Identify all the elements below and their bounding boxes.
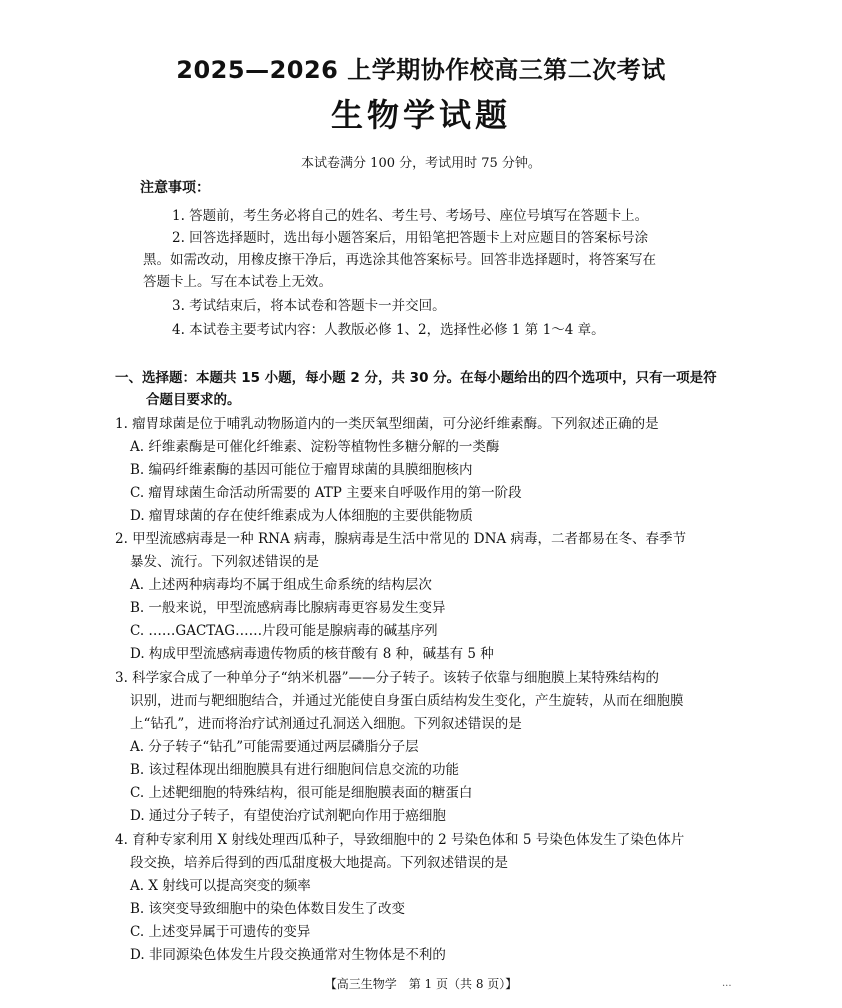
notice-line: 4. 本试卷主要考试内容：人教版必修 1、2，选择性必修 1 第 1～4 章。	[172, 322, 605, 338]
exam-subtitle: 本试卷满分 100 分，考试用时 75 分钟。	[301, 156, 541, 171]
question-2-stem: 2. 甲型流感病毒是一种 RNA 病毒，腺病毒是生活中常见的 DNA 病毒，二者都易在冬、春季节	[115, 531, 686, 547]
question-3-stem-cont: 上“钻孔”，进而将治疗试剂通过孔洞送入细胞。下列叙述错误的是	[130, 716, 522, 732]
question-3-stem-cont: 识别，进而与靶细胞结合，并通过光能使自身蛋白质结构发生变化，产生旋转，从而在细胞膜	[130, 693, 684, 709]
question-3-option-a: A. 分子转子“钻孔”可能需要通过两层磷脂分子层	[130, 739, 419, 755]
question-3-option-c: C. 上述靶细胞的特殊结构，很可能是细胞膜表面的糖蛋白	[130, 785, 473, 801]
question-1-option-a: A. 纤维素酶是可催化纤维素、淀粉等植物性多糖分解的一类酶	[130, 439, 500, 455]
notice-line: 2. 回答选择题时，选出每小题答案后，用铅笔把答题卡上对应题目的答案标号涂	[172, 230, 649, 246]
section-heading-cont: 合题目要求的。	[146, 392, 241, 408]
question-1-option-b: B. 编码纤维素酶的基因可能位于瘤胃球菌的具膜细胞核内	[130, 462, 473, 478]
question-2-stem-cont: 暴发、流行。下列叙述错误的是	[130, 554, 319, 570]
question-4-option-a: A. X 射线可以提高突变的频率	[130, 878, 311, 894]
question-4-option-c: C. 上述变异属于可遗传的变异	[130, 924, 311, 940]
question-2-option-b: B. 一般来说，甲型流感病毒比腺病毒更容易发生变异	[130, 600, 446, 616]
notice-line: 1. 答题前，考生务必将自己的姓名、考生号、考场号、座位号填写在答题卡上。	[172, 208, 649, 224]
question-4-option-d: D. 非同源染色体发生片段交换通常对生物体是不利的	[130, 947, 446, 963]
question-1-option-c: C. 瘤胃球菌生命活动所需要的 ATP 主要来自呼吸作用的第一阶段	[130, 485, 522, 501]
subject-title: 生物学试题	[330, 96, 511, 134]
question-3-option-b: B. 该过程体现出细胞膜具有进行细胞间信息交流的功能	[130, 762, 460, 778]
notice-line: 答题卡上。写在本试卷上无效。	[143, 274, 332, 290]
question-4-option-b: B. 该突变导致细胞中的染色体数目发生了改变	[130, 901, 406, 917]
question-1-stem: 1. 瘤胃球菌是位于哺乳动物肠道内的一类厌氧型细菌，可分泌纤维素酶。下列叙述正确的是	[115, 416, 659, 432]
notice-heading: 注意事项：	[140, 180, 210, 196]
corner-mark: ...	[722, 978, 732, 989]
question-4-stem-cont: 段交换，培养后得到的西瓜甜度极大地提高。下列叙述错误的是	[130, 855, 508, 871]
question-3-option-d: D. 通过分子转子，有望使治疗试剂靶向作用于癌细胞	[130, 808, 446, 824]
question-3-stem: 3. 科学家合成了一种单分子“纳米机器”——分子转子。该转子依靠与细胞膜上某特殊结构的	[115, 670, 659, 686]
question-1-option-d: D. 瘤胃球菌的存在使纤维素成为人体细胞的主要供能物质	[130, 508, 473, 524]
question-2-option-c: C. ……GACTAG……片段可能是腺病毒的碱基序列	[130, 623, 438, 639]
question-2-option-a: A. 上述两种病毒均不属于组成生命系统的结构层次	[130, 577, 432, 593]
notice-line: 3. 考试结束后，将本试卷和答题卡一并交回。	[172, 298, 446, 314]
page-footer: 【高三生物学 第 1 页（共 8 页）】	[324, 977, 518, 991]
notice-line: 黑。如需改动，用橡皮擦干净后，再选涂其他答案标号。回答非选择题时，将答案写在	[143, 252, 656, 268]
exam-title: 2025—2026 上学期协作校高三第二次考试	[176, 56, 666, 84]
question-4-stem: 4. 育种专家利用 X 射线处理西瓜种子，导致细胞中的 2 号染色体和 5 号染色体发生了染色体片	[115, 832, 685, 848]
section-heading: 一、选择题：本题共 15 小题，每小题 2 分，共 30 分。在每小题给出的四个选项中，只有一项是符	[115, 370, 717, 386]
question-2-option-d: D. 构成甲型流感病毒遗传物质的核苷酸有 8 种，碱基有 5 种	[130, 646, 494, 662]
